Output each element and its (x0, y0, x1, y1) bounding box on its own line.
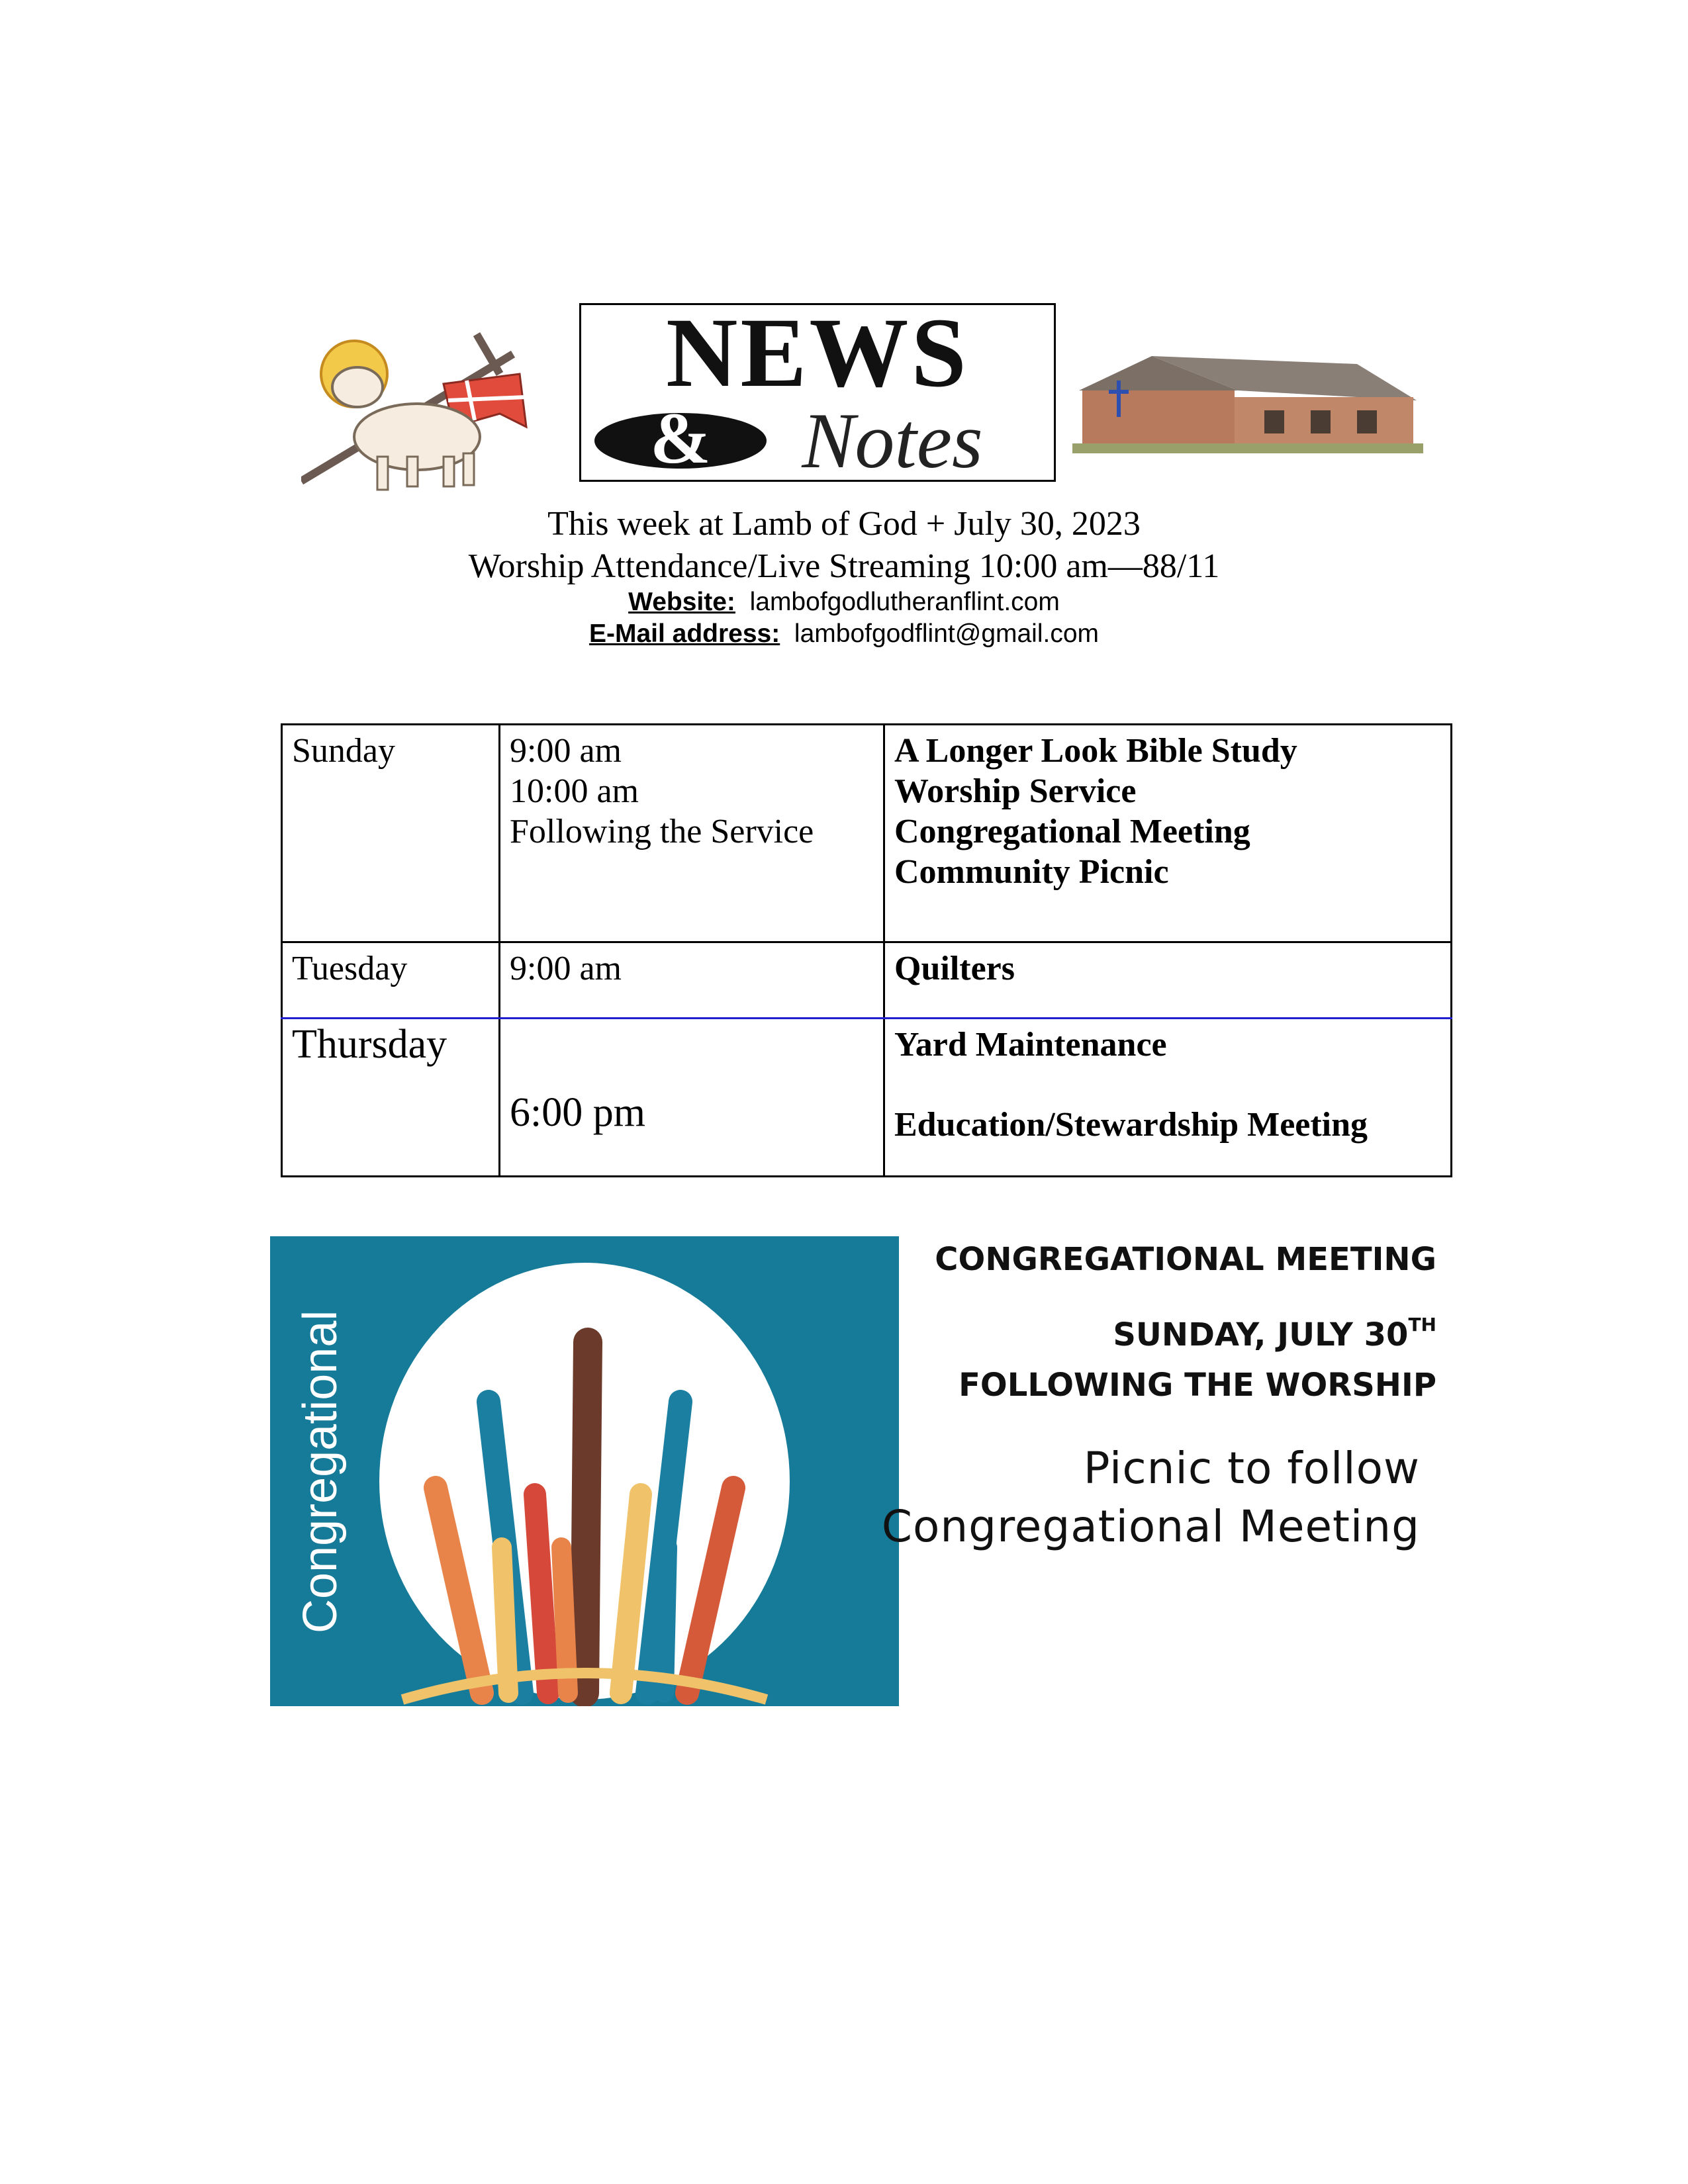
day-cell: Tuesday (282, 942, 500, 1019)
church-building-photo (1072, 344, 1423, 453)
picnic-line-2: Congregational Meeting (881, 1501, 1420, 1552)
website-value[interactable]: lambofgodlutheranflint.com (749, 588, 1060, 616)
announcement-date (1113, 1314, 1436, 1353)
time-value: 9:00 am (510, 950, 622, 987)
email-line (0, 619, 1688, 649)
week-date-line: This week at Lamb of God + July 30, 2023 (547, 505, 1141, 543)
announcement-following: FOLLOWING THE WORSHIP (959, 1367, 1436, 1404)
time-cell (500, 942, 884, 1019)
event-cell (884, 725, 1452, 942)
table-row (282, 725, 1452, 942)
weekly-schedule-table (281, 723, 1452, 1177)
attendance-line: Worship Attendance/Live Streaming 10:00 am—88/11 (468, 547, 1220, 585)
event-name: Worship Service (894, 772, 1137, 810)
table-row (282, 1019, 1452, 1177)
graphic-left-text: Congregational (294, 1310, 347, 1633)
announcement-date-main: SUNDAY, JULY 30 (1113, 1316, 1409, 1353)
email-value[interactable]: lambofgodflint@gmail.com (794, 619, 1100, 648)
time-value: 10:00 am (510, 772, 639, 810)
day-cell: Thursday (282, 1019, 500, 1177)
event-name: Congregational Meeting (894, 813, 1250, 850)
time-cell (500, 1019, 884, 1177)
time-value: 9:00 am (510, 732, 622, 770)
lamb-of-god-emblem (301, 328, 559, 493)
event-name: Yard Maintenance (894, 1026, 1167, 1064)
masthead-amp: & (650, 398, 711, 478)
graphic-right-text: Meeting (806, 1362, 859, 1532)
event-name: Quilters (894, 950, 1015, 987)
event-name: Community Picnic (894, 853, 1169, 891)
news-and-notes-masthead (579, 303, 1056, 482)
congregational-meeting-graphic (270, 1236, 899, 1706)
email-label: E-Mail address: (588, 619, 780, 648)
time-value: Following the Service (510, 813, 814, 850)
time-value: 6:00 pm (510, 1090, 645, 1135)
event-cell (884, 942, 1452, 1019)
masthead-notes: Notes (802, 396, 983, 480)
announcement-title: CONGREGATIONAL MEETING (935, 1241, 1436, 1278)
time-cell (500, 725, 884, 942)
picnic-line-1: Picnic to follow (1083, 1443, 1420, 1494)
announcement-date-sup: TH (1408, 1314, 1436, 1336)
event-cell (884, 1019, 1452, 1177)
website-label: Website: (628, 588, 735, 616)
table-row (282, 942, 1452, 1019)
event-name: A Longer Look Bible Study (894, 732, 1297, 770)
website-line (0, 588, 1688, 617)
event-name: Education/Stewardship Meeting (894, 1106, 1368, 1144)
masthead-news: NEWS (666, 305, 969, 408)
day-cell: Sunday (282, 725, 500, 942)
